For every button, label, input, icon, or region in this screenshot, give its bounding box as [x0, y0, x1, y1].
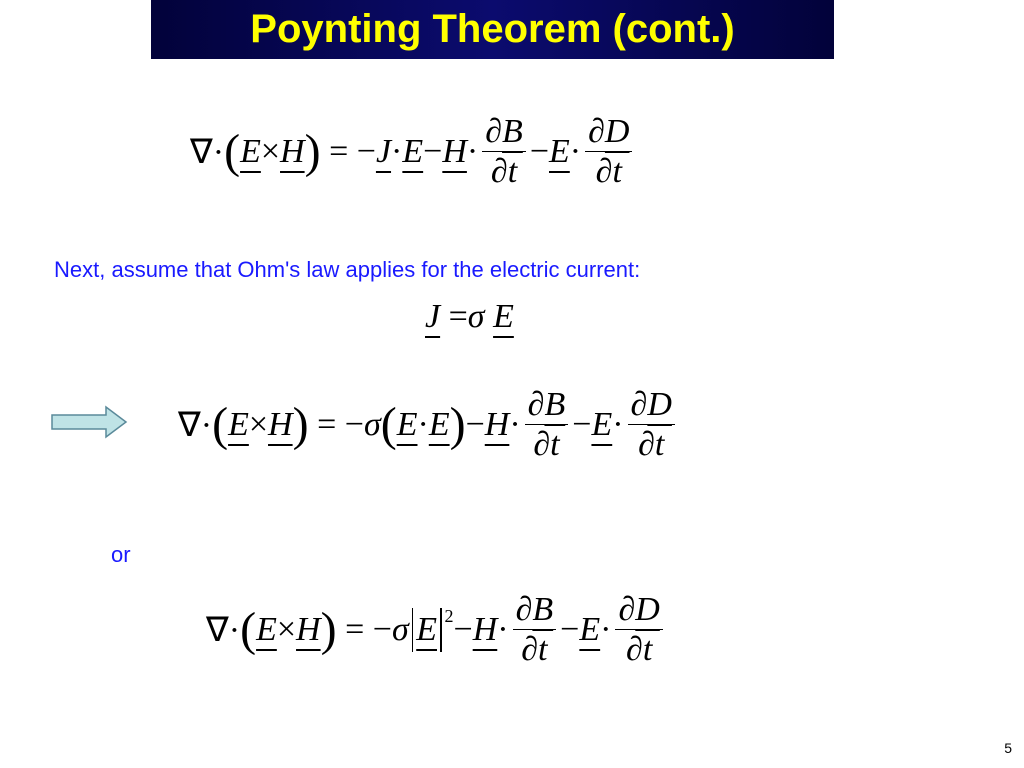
title-bar	[151, 0, 834, 59]
equation-ohms-law: J = σ E	[425, 298, 514, 335]
equation-poynting-magnitude: ∇· ( E × H ) = − σ E 2 − H · $\frac{\partial B}{\partial t}$ − E · $\frac{\partial D}{\partial t}$	[206, 590, 667, 671]
right-arrow-icon	[50, 405, 130, 439]
or-label: or	[111, 542, 131, 567]
equation-poynting: ∇· ( E × H ) = − J · E − H · $\frac{\partial B}{\partial t}$ − E · $\frac{\partial D}{\partial t}$	[190, 112, 636, 193]
equation-poynting-ohm: ∇· ( E × H ) = − σ ( E · E ) − H · $\frac{\partial B}{\partial t}$ − E · $\frac{\partial D}{\partial t}$	[178, 385, 679, 466]
slide-title: Poynting Theorem (cont.)	[250, 7, 735, 51]
ohm-note: Next, assume that Ohm's law applies for the electric current:	[54, 257, 641, 282]
page-number: 5	[1004, 740, 1012, 756]
